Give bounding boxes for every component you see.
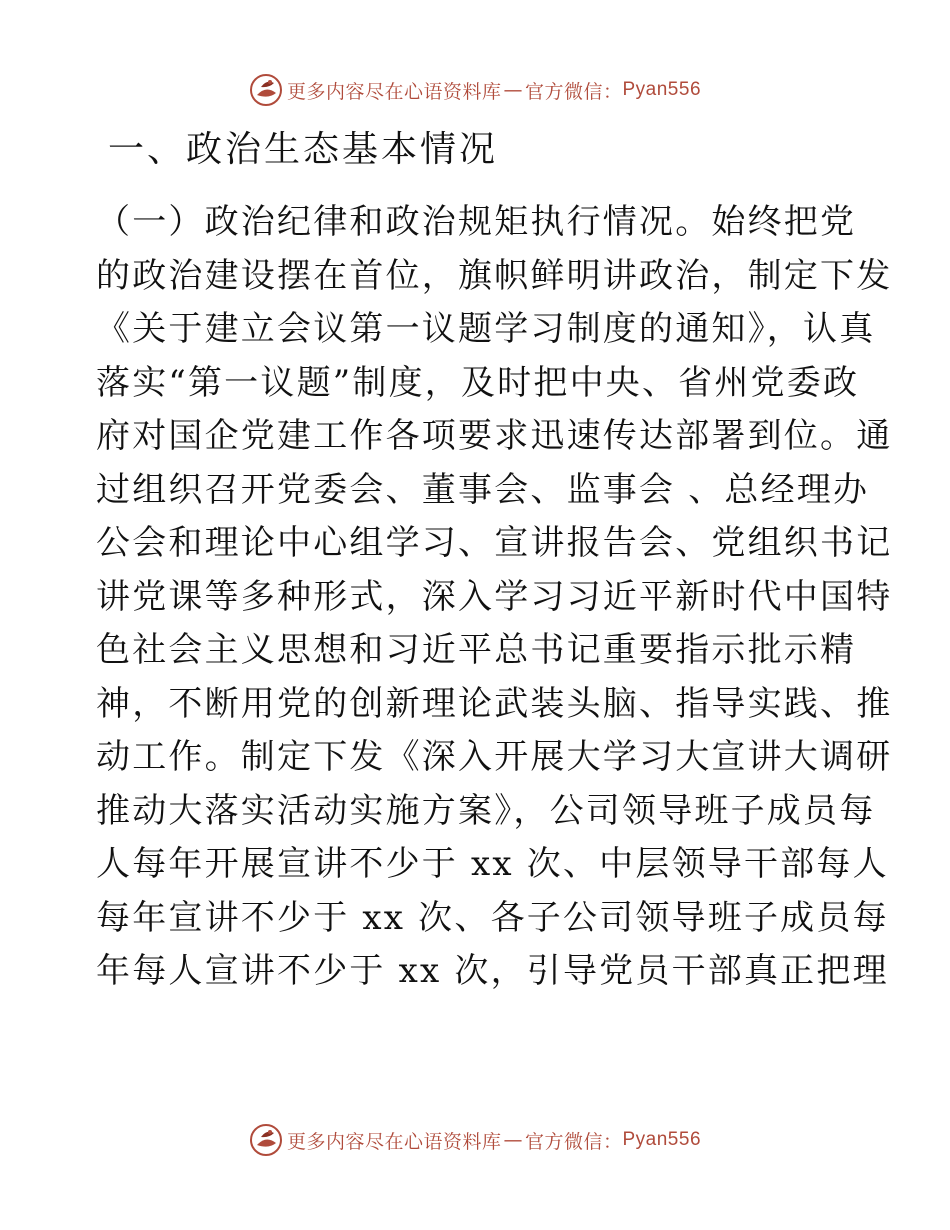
paragraph-line: 年每人宣讲不少于 xx 次，引导党员干部真正把理 — [96, 951, 889, 991]
watermark-separator: — — [503, 79, 523, 101]
watermark-text: 更多内容尽在心语资料库 — [286, 80, 502, 103]
book-leaf-logo-icon — [249, 1123, 283, 1157]
watermark-separator: — — [503, 1129, 523, 1151]
section-heading: 一、政治生态基本情况 — [108, 129, 499, 170]
paragraph-line: 推动大落实活动实施方案》，公司领导班子成员每 — [96, 790, 876, 831]
body-paragraph — [96, 196, 893, 999]
paragraph-line: 府对国企党建工作各项要求迅速传达部署到位。通 — [96, 416, 893, 456]
footer-watermark — [0, 1122, 950, 1158]
paragraph-line: 讲党课等多种形式，深入学习习近平新时代中国特 — [96, 576, 893, 617]
watermark-wechat-id: Pyan556 — [622, 79, 702, 100]
paragraph-line: 《关于建立会议第一议题学习制度的通知》，认真 — [96, 309, 876, 349]
paragraph-line: 公会和理论中心组学习、宣讲报告会、党组织书记 — [96, 523, 893, 563]
watermark-text: 更多内容尽在心语资料库 — [286, 1130, 502, 1153]
header-watermark — [0, 72, 950, 108]
paragraph-line: 色社会主义思想和习近平总书记重要指示批示精 — [96, 630, 857, 670]
watermark-wechat-id: Pyan556 — [622, 1129, 702, 1150]
paragraph-line: 过组织召开党委会、董事会、监事会 、总经理办 — [96, 469, 870, 510]
paragraph-line: 神，不断用党的创新理论武装头脑、指导实践、推 — [96, 683, 893, 724]
paragraph-line: 每年宣讲不少于 xx 次、各子公司领导班子成员每 — [96, 897, 889, 938]
paragraph-line: （一）政治纪律和政治规矩执行情况。始终把党 — [96, 202, 857, 242]
paragraph-line: 动工作。制定下发《深入开展大学习大宣讲大调研 — [96, 737, 893, 777]
watermark-wechat-label: 官方微信： — [524, 1130, 623, 1153]
paragraph-line: 落实“第一议题”制度，及时把中央、省州党委政 — [96, 362, 860, 403]
book-leaf-logo-icon — [249, 73, 283, 107]
paragraph-line: 人每年开展宣讲不少于 xx 次、中层领导干部每人 — [96, 844, 889, 884]
paragraph-line: 的政治建设摆在首位，旗帜鲜明讲政治，制定下发 — [96, 255, 893, 296]
watermark-wechat-label: 官方微信： — [524, 80, 623, 103]
